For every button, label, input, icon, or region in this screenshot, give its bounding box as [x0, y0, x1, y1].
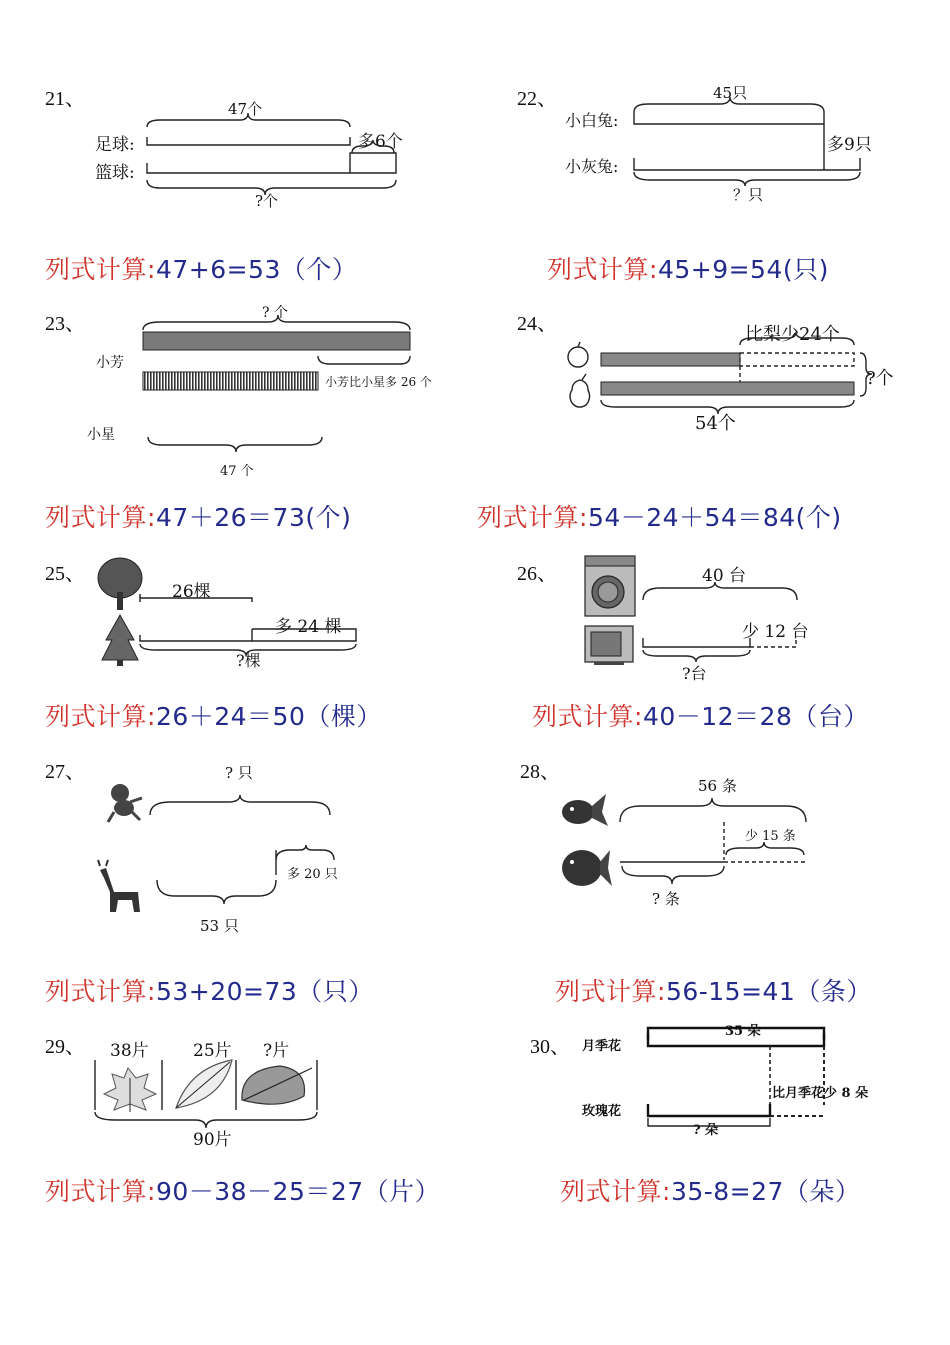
- unknown-label: ?个: [255, 192, 279, 210]
- problem-number: 25、: [45, 563, 85, 585]
- answer-formula: 40－12＝28（台）: [642, 702, 869, 731]
- total-label: 90片: [193, 1130, 232, 1150]
- row-label-basketball: 篮球:: [95, 163, 135, 183]
- answer-formula: 47＋26＝73(个): [155, 503, 352, 532]
- problem-number: 21、: [45, 88, 85, 110]
- difference-label: 多6个: [358, 132, 403, 152]
- answer-prefix: 列式计算:: [45, 1177, 156, 1206]
- known-label: 54个: [695, 413, 736, 434]
- difference-label: 多9只: [827, 135, 872, 155]
- row-label-xiaofang: 小芳: [96, 355, 124, 371]
- answer-prefix: 列式计算:: [477, 503, 588, 532]
- difference-label: 比梨少24个: [745, 324, 840, 345]
- unknown-label: ? 条: [652, 890, 680, 908]
- problem-number: 26、: [517, 563, 557, 585]
- problem-number: 24、: [517, 313, 557, 335]
- total-label: 40 台: [702, 566, 747, 586]
- unknown-label: ? 朵: [690, 1119, 721, 1138]
- leaf-label-2: 25片: [193, 1041, 232, 1061]
- total-label: 56 条: [698, 777, 737, 795]
- total-label: 35 朵: [722, 1020, 764, 1039]
- unknown-label: ？只: [733, 186, 764, 204]
- difference-label: 少 12 台: [742, 622, 809, 642]
- difference-label: 小芳比小星多 26 个: [325, 375, 432, 389]
- leaf-label-1: 38片: [110, 1041, 149, 1061]
- total-label: ? 个: [262, 305, 288, 321]
- problem-number: 30、: [530, 1036, 570, 1058]
- problem-number: 22、: [517, 88, 557, 110]
- known-label: 53 只: [200, 917, 239, 935]
- answer-formula: 35-8=27（朵）: [670, 1177, 861, 1206]
- answer-line: [560, 1172, 860, 1208]
- total-label: 47个: [228, 100, 263, 118]
- answer-prefix: 列式计算:: [560, 1177, 671, 1206]
- total-label: ? 只: [225, 764, 253, 782]
- difference-label: 少 15 条: [745, 829, 796, 844]
- answer-prefix: 列式计算:: [45, 702, 156, 731]
- difference-label: 多 20 只: [287, 867, 338, 882]
- answer-prefix: 列式计算:: [45, 977, 156, 1006]
- problem-number: 23、: [45, 313, 85, 335]
- row-label-white-rabbit: 小白兔:: [565, 111, 619, 130]
- row-label-xiaoxing: 小星: [87, 427, 115, 443]
- difference-label: 多 24 棵: [275, 617, 342, 637]
- answer-formula: 47+6=53（个）: [155, 255, 358, 284]
- known-label: 47 个: [220, 464, 254, 479]
- total-label: ?个: [866, 368, 894, 389]
- row-label-football: 足球:: [95, 135, 135, 155]
- row-label-rose: 玫瑰花: [582, 1104, 622, 1119]
- answer-prefix: 列式计算:: [45, 503, 156, 532]
- total-label: 45只: [713, 84, 748, 102]
- answer-formula: 26＋24＝50（棵）: [155, 702, 382, 731]
- answer-formula: 53+20=73（只）: [155, 977, 374, 1006]
- answer-formula: 90－38－25＝27（片）: [155, 1177, 441, 1206]
- leaf-label-3: ?片: [263, 1041, 290, 1061]
- unknown-label: ?棵: [236, 651, 261, 670]
- known-label: 26棵: [172, 582, 211, 602]
- answer-formula: 45+9=54(只): [657, 255, 829, 284]
- problem-number: 28、: [520, 761, 560, 783]
- problem-number: 27、: [45, 761, 85, 783]
- difference-label: 比月季花少 8 朵: [772, 1086, 869, 1101]
- answer-prefix: 列式计算:: [555, 977, 666, 1006]
- answer-prefix: 列式计算:: [547, 255, 658, 284]
- answer-formula: 54－24＋54＝84(个): [587, 503, 842, 532]
- answer-prefix: 列式计算:: [532, 702, 643, 731]
- row-label-gray-rabbit: 小灰兔:: [565, 157, 619, 176]
- problem-number: 29、: [45, 1036, 85, 1058]
- unknown-label: ?台: [682, 664, 707, 683]
- row-label-chinese-rose: 月季花: [582, 1039, 622, 1054]
- answer-prefix: 列式计算:: [45, 255, 156, 284]
- answer-formula: 56-15=41（条）: [665, 977, 872, 1006]
